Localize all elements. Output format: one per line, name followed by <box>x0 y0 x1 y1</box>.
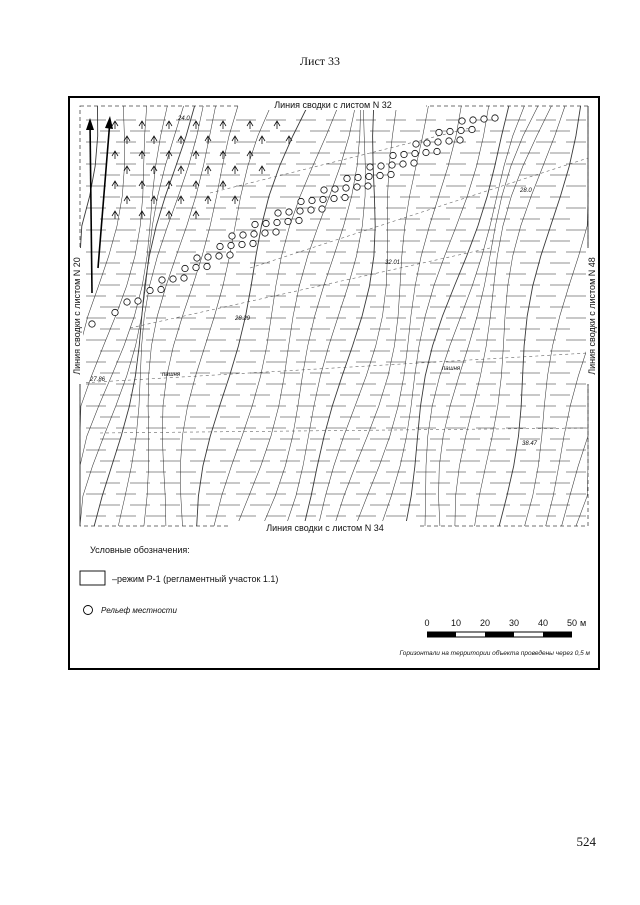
north-arrow-head <box>105 116 113 129</box>
sheet-title: Лист 33 <box>299 54 341 68</box>
relief-circle <box>240 232 246 238</box>
relief-circle <box>112 309 118 315</box>
relief-circle <box>250 240 256 246</box>
legend <box>80 545 278 615</box>
tree-icon <box>220 181 226 189</box>
relief-circle <box>228 242 234 248</box>
relief-circle <box>273 229 279 235</box>
relief-circle <box>436 129 442 135</box>
place-label: пашня <box>162 372 181 378</box>
relief-circle <box>321 187 327 193</box>
tree-icon <box>286 136 292 144</box>
relief-circle <box>344 175 350 181</box>
relief-circle <box>308 207 314 213</box>
border-label-top: Линия сводки с листом N 32 <box>274 100 392 110</box>
relief-circle <box>413 141 419 147</box>
legend-item-label: Рельеф местности <box>101 606 177 615</box>
contour-interval-note: Горизонтали на территории объекта проведены через 0,5 м <box>399 650 590 657</box>
tree-icon <box>124 166 130 174</box>
contour-line <box>214 106 338 526</box>
contour-line <box>546 106 588 526</box>
section-cut-line <box>210 128 470 193</box>
tree-icon <box>124 196 130 204</box>
tree-icon <box>112 121 118 129</box>
section-cut-line <box>100 428 588 433</box>
relief-circle <box>204 263 210 269</box>
relief-circle <box>319 206 325 212</box>
scale-tick-label: 10 <box>450 618 462 628</box>
tree-icon <box>112 181 118 189</box>
relief-circle <box>434 148 440 154</box>
border-label-bottom: Линия сводки с листом N 34 <box>266 523 384 533</box>
relief-circle <box>355 174 361 180</box>
tree-icon <box>205 136 211 144</box>
plan-area <box>80 106 588 526</box>
tree-icon <box>193 151 199 159</box>
relief-circle <box>365 183 371 189</box>
relief-circle <box>366 173 372 179</box>
relief-circle <box>205 254 211 260</box>
relief-circle <box>377 172 383 178</box>
relief-circle <box>446 138 452 144</box>
tree-icon <box>220 121 226 129</box>
tree-icon <box>232 136 238 144</box>
contour-line <box>144 106 216 526</box>
relief-circle <box>459 118 465 124</box>
relief-circle <box>332 186 338 192</box>
cut-lines <box>80 128 588 433</box>
relief-circle <box>182 265 188 271</box>
tree-icon <box>166 151 172 159</box>
relief-circle <box>216 253 222 259</box>
tree-icon <box>193 211 199 219</box>
section-cut-line <box>80 353 588 383</box>
tree-icon <box>274 121 280 129</box>
tree-symbols <box>112 121 292 219</box>
relief-circle <box>251 231 257 237</box>
tree-icon <box>166 211 172 219</box>
scale-tick-label: 30 <box>508 618 520 628</box>
contour-line <box>439 106 539 526</box>
relief-circle <box>469 126 475 132</box>
relief-circle <box>458 127 464 133</box>
elevation-label: 24.0 <box>178 116 190 122</box>
contour-line <box>475 106 565 526</box>
relief-circle <box>492 115 498 121</box>
tree-icon <box>178 136 184 144</box>
relief-circle <box>401 151 407 157</box>
tree-icon <box>166 121 172 129</box>
contour-line <box>180 106 270 526</box>
relief-circle <box>298 198 304 204</box>
legend-title: Условные обозначения: <box>90 545 190 555</box>
scale-tick-label: 50 <box>566 618 578 628</box>
tree-icon <box>259 136 265 144</box>
relief-circle <box>227 252 233 258</box>
elevation-label: 27.86 <box>90 377 106 383</box>
relief-circle <box>447 128 453 134</box>
relief-circle <box>367 164 373 170</box>
relief-circle <box>378 163 384 169</box>
scale-tick-label: 20 <box>479 618 491 628</box>
north-arrows <box>86 116 113 293</box>
relief-circle <box>296 217 302 223</box>
scale-tick-label: 0 <box>424 618 430 628</box>
relief-circle <box>217 243 223 249</box>
place-label: пашня <box>442 366 461 372</box>
relief-circle <box>252 221 258 227</box>
elevation-label: 32.01 <box>385 260 401 266</box>
tree-icon <box>151 136 157 144</box>
relief-circle <box>124 299 130 305</box>
relief-circle <box>135 298 141 304</box>
tree-icon <box>112 211 118 219</box>
contour-line <box>499 106 580 526</box>
relief-circle <box>412 150 418 156</box>
contour-line <box>286 106 365 526</box>
relief-circle <box>147 287 153 293</box>
relief-circle <box>320 196 326 202</box>
tree-icon <box>151 166 157 174</box>
tree-icon <box>247 151 253 159</box>
relief-circle <box>181 275 187 281</box>
tree-icon <box>193 121 199 129</box>
relief-circle <box>411 160 417 166</box>
relief-circle <box>275 210 281 216</box>
tree-icon <box>220 151 226 159</box>
tree-icon <box>112 151 118 159</box>
contour-line <box>118 106 203 526</box>
legend-item-label: –режим Р-1 (регламентный участок 1.1) <box>112 574 279 584</box>
relief-circle <box>470 117 476 123</box>
relief-circle <box>435 139 441 145</box>
tree-icon <box>247 121 253 129</box>
border-label-right: Линия сводки с листом N 48 <box>587 257 597 375</box>
scale-unit-label: м <box>580 618 587 628</box>
contour-line <box>162 106 238 526</box>
tree-icon <box>232 166 238 174</box>
relief-circle <box>89 321 95 327</box>
relief-circle <box>274 219 280 225</box>
scale-bar <box>424 618 586 637</box>
relief-circle <box>263 220 269 226</box>
relief-circle <box>286 209 292 215</box>
relief-circle <box>481 116 487 122</box>
relief-circle <box>400 161 406 167</box>
relief-circle <box>285 218 291 224</box>
relief-circle <box>239 241 245 247</box>
tree-icon <box>166 181 172 189</box>
tree-icon <box>124 136 130 144</box>
relief-circle <box>309 197 315 203</box>
relief-circle <box>424 140 430 146</box>
tree-icon <box>139 121 145 129</box>
contour-line <box>406 106 509 526</box>
relief-circle <box>159 277 165 283</box>
relief-circle <box>229 233 235 239</box>
relief-circle <box>158 286 164 292</box>
contour-line <box>237 106 356 526</box>
elevation-label: 28.29 <box>235 316 251 322</box>
contour-line <box>381 106 489 526</box>
relief-circle <box>390 152 396 158</box>
relief-circle <box>194 255 200 261</box>
relief-circle <box>354 184 360 190</box>
contour-line <box>562 106 588 526</box>
relief-circle <box>389 162 395 168</box>
tree-icon <box>259 166 265 174</box>
page-number: 524 <box>576 834 596 849</box>
plot-rows <box>86 120 586 516</box>
elevation-label: 28.0 <box>520 188 532 194</box>
relief-circle <box>457 137 463 143</box>
relief-circle <box>262 230 268 236</box>
relief-circle <box>170 276 176 282</box>
contour-line <box>197 106 308 526</box>
relief-circle <box>342 194 348 200</box>
relief-circle <box>193 264 199 270</box>
tree-icon <box>139 211 145 219</box>
scale-tick-label: 40 <box>537 618 549 628</box>
tree-icon <box>139 181 145 189</box>
tree-icon <box>205 166 211 174</box>
legend-circle-symbol <box>84 606 93 615</box>
contour-line <box>525 106 588 526</box>
elevation-label: 38.47 <box>522 441 538 447</box>
tree-icon <box>178 166 184 174</box>
map-frame <box>68 96 600 670</box>
relief-circle <box>297 208 303 214</box>
relief-circle <box>423 149 429 155</box>
relief-circle <box>388 171 394 177</box>
border-label-left: Линия сводки с листом N 20 <box>72 257 82 375</box>
north-arrow-line <box>90 122 92 293</box>
relief-circle <box>343 185 349 191</box>
section-cut-line <box>130 248 490 328</box>
contour-line <box>80 106 125 526</box>
legend-rectangle-symbol <box>80 571 105 585</box>
contour-line <box>318 106 396 526</box>
topographic-map <box>70 98 598 668</box>
relief-circle <box>331 195 337 201</box>
